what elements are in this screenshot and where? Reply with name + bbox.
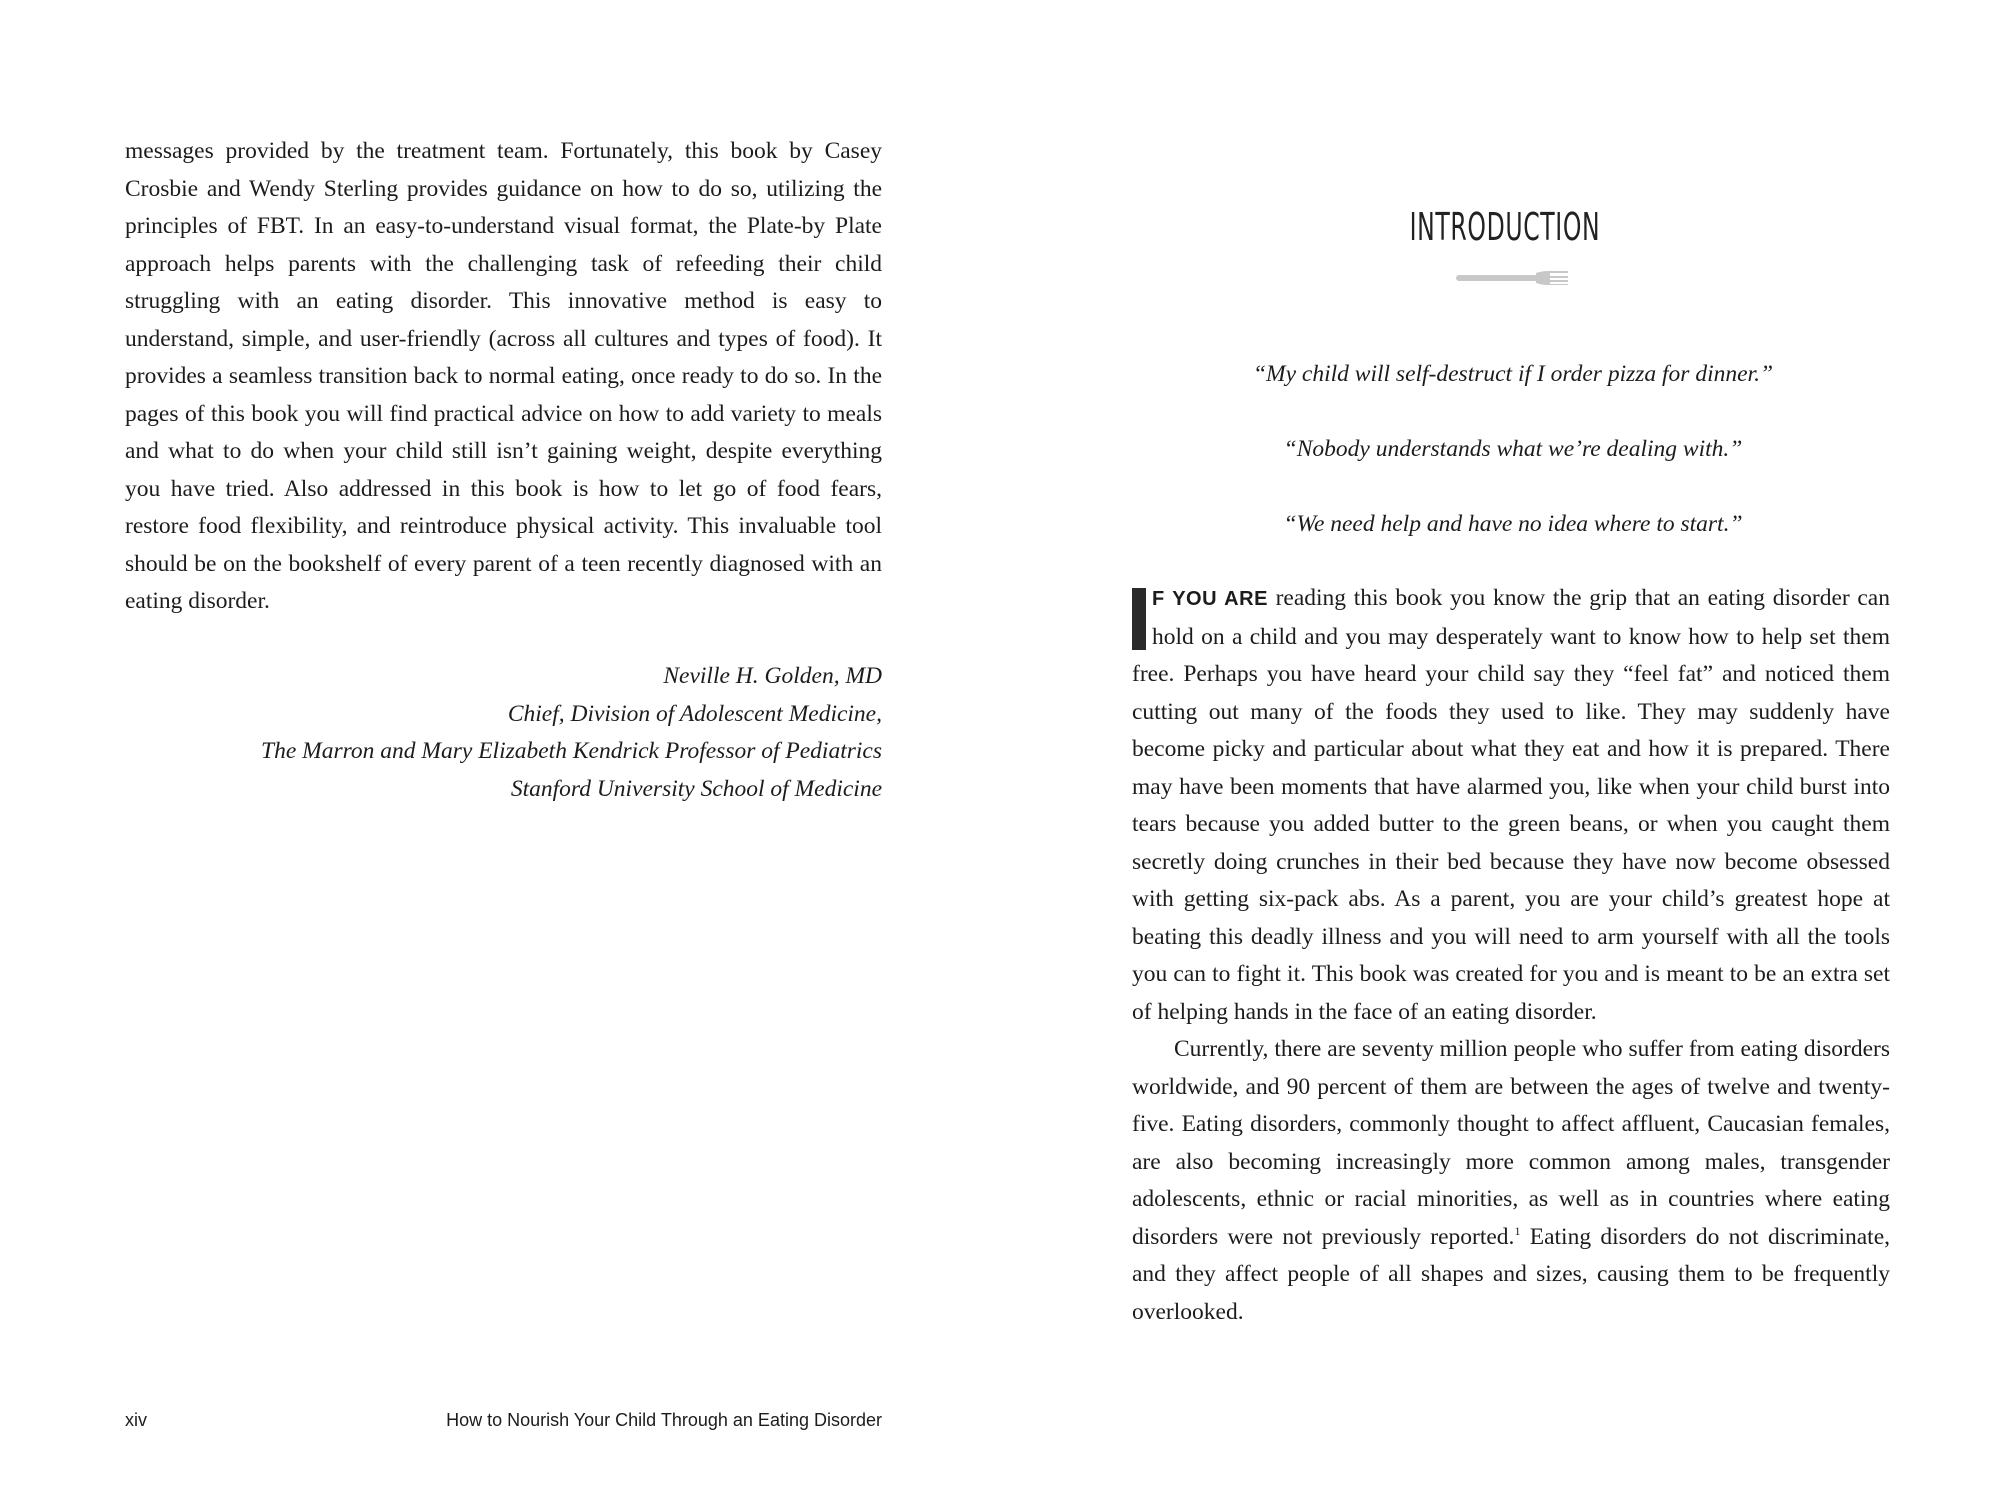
opening-quote-3: “We need help and have no idea where to start.” xyxy=(1283,511,1743,537)
introduction-paragraph-2 xyxy=(1132,1031,1890,1331)
paragraph-2-text-b: Eating disorders do not discriminate, and they affect people of all shapes and sizes, causing them to be frequently overlooked. xyxy=(1132,1223,1891,1325)
signature-chair: The Marron and Mary Elizabeth Kendrick Professor of Pediatrics xyxy=(261,738,882,764)
opening-quote-2: “Nobody understands what we’re dealing with.” xyxy=(1283,436,1743,462)
footnote-marker: 1 xyxy=(1514,1223,1521,1238)
signature-name: Neville H. Golden, MD xyxy=(663,663,882,689)
running-footer-title: How to Nourish Your Child Through an Eating Disorder xyxy=(446,1410,882,1430)
opening-quote-1: “My child will self-destruct if I order pizza for dinner.” xyxy=(1252,361,1774,387)
fork-icon xyxy=(1456,268,1570,288)
signature-institution: Stanford University School of Medicine xyxy=(510,775,882,802)
chapter-title: INTRODUCTION xyxy=(1409,205,1601,249)
lead-in-text: F YOU ARE xyxy=(1152,588,1268,610)
introduction-body xyxy=(1132,580,1890,1331)
page-number: xiv xyxy=(125,1410,147,1430)
right-page xyxy=(1000,0,2000,1500)
paragraph-1-text: reading this book you know the grip that an eating disorder can hold on a child and you may desperately want to know how to help set them free. Perhaps you have heard your child say they “feel fat” and noticed them cutting out many of the foods they used to like. They may suddenly have become picky and particular about what they eat and how it is prepared. There may have been moments that have alarmed you, like when your child burst into tears because you added butter to the green beans, or when you caught them secretly doing crunches in their bed because they have now become obsessed with getting six-pack abs. As a parent, you are your child’s greatest hope at beating this deadly illness and you will need to arm yourself with all the tools you can to fight it. This book was created for you and is meant to be an extra set of helping hands in the face of an eating disorder. xyxy=(1132,585,1890,1025)
foreword-signature xyxy=(125,658,882,808)
paragraph-2-text-a: Currently, there are seventy million people who suffer from eating disorders worldwide, and 90 percent of them are between the ages of twelve and twenty-five. Eating disorders, commonly thought to affect affluent, Caucasian females, are also becoming increasingly more common among males, transgender adolescents, ethnic or racial minorities, as well as in countries where eating disorders were not previously reported. xyxy=(1132,1036,1890,1250)
drop-cap-i xyxy=(1132,588,1146,650)
introduction-paragraph-1 xyxy=(1132,580,1890,1031)
foreword-body-text: messages provided by the treatment team. Fortunately, this book by Casey Crosbie and Wendy Sterling provides guidance on how to do so, utilizing the principles of FBT. In an easy-to-understand visual format, the Plate-by Plate approach helps parents with the challenging task of refeeding their child struggling with an eating disorder. This innovative method is easy to understand, simple, and user-friendly (across all cultures and types of food). It provides a seamless transition back to normal eating, once ready to do so. In the pages of this book you will find practical advice on how to add variety to meals and what to do when your child still isn’t gaining weight, despite everything you have tried. Also addressed in this book is how to let go of food fears, restore food flexibility, and reintroduce physical activity. This invaluable tool should be on the bookshelf of every parent of a teen recently diagnosed with an eating disorder. xyxy=(125,138,882,614)
signature-title: Chief, Division of Adolescent Medicine, xyxy=(507,700,882,727)
